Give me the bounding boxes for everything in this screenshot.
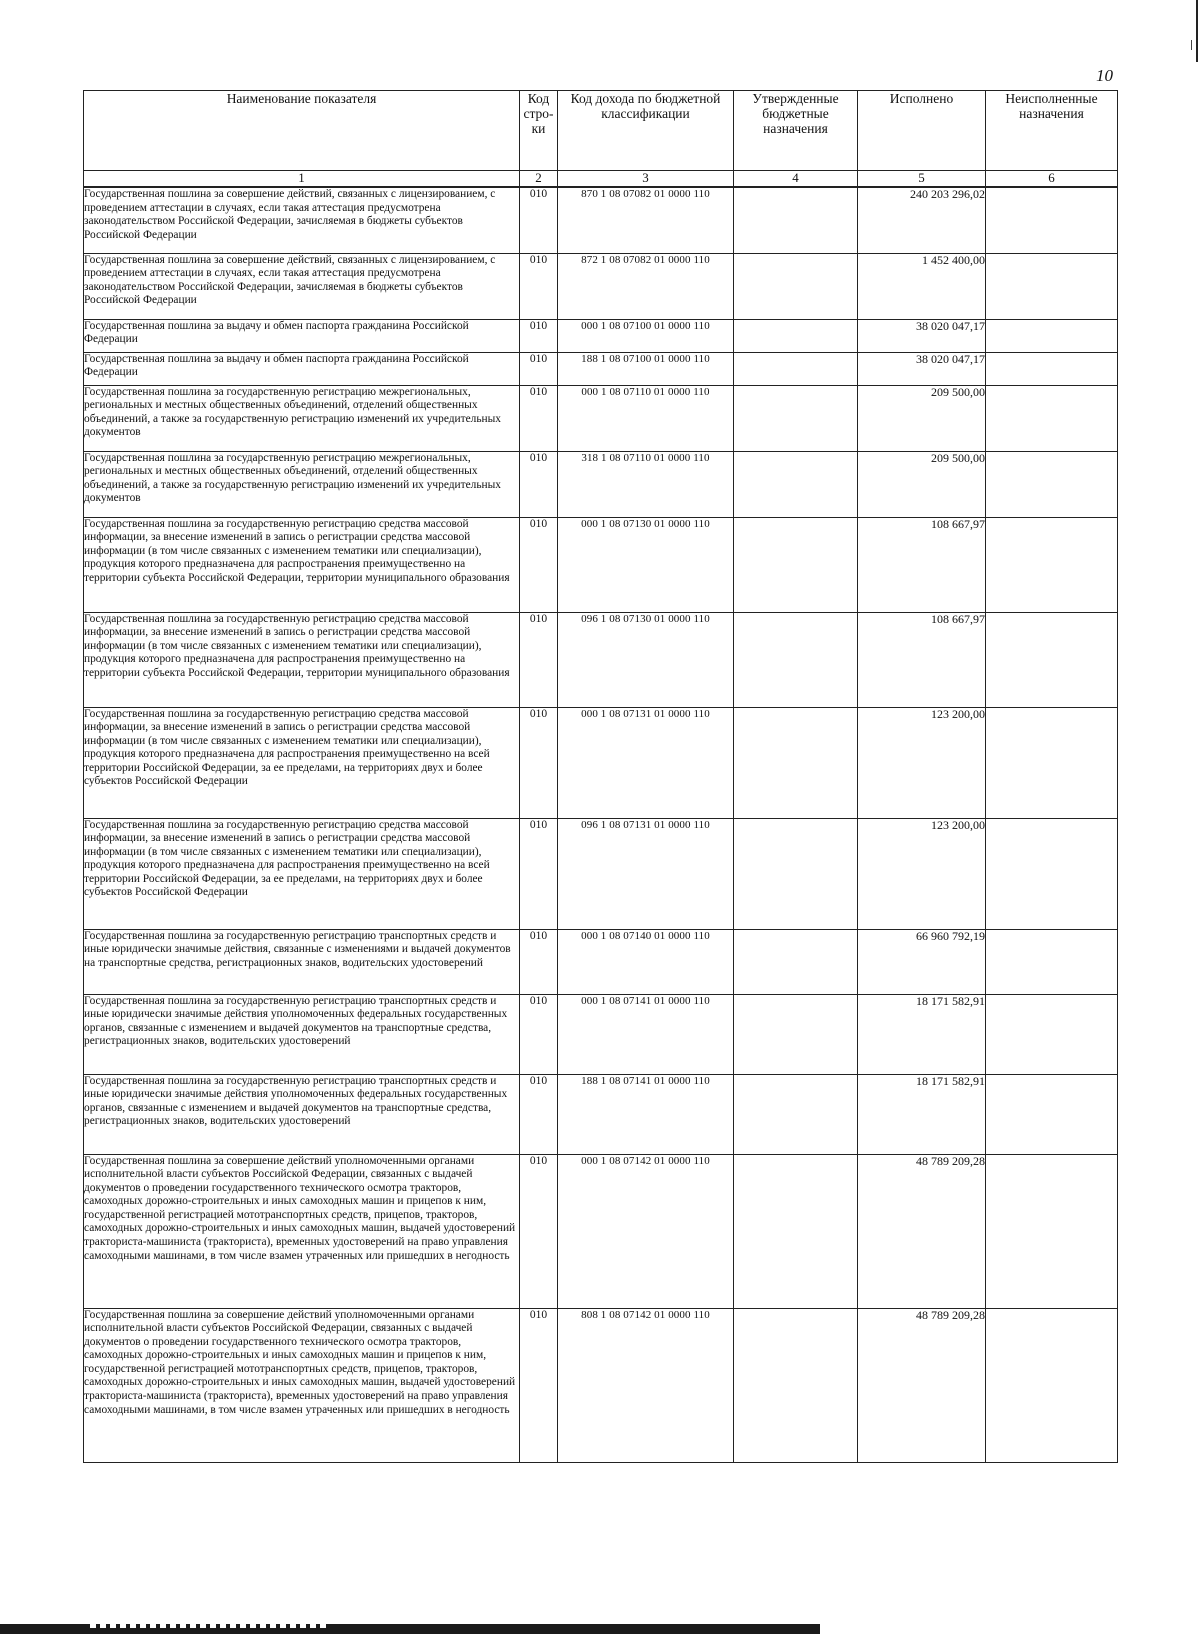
row-line-code: 010 [520, 1074, 558, 1154]
row-line-code: 010 [520, 707, 558, 818]
row-unexecuted [986, 1154, 1118, 1308]
row-executed: 38 020 047,17 [858, 319, 986, 352]
header-income-code: Код дохода по бюджетной классификации [558, 91, 734, 171]
row-line-code: 010 [520, 352, 558, 385]
row-approved [734, 612, 858, 707]
row-executed: 123 200,00 [858, 818, 986, 929]
row-approved [734, 1308, 858, 1462]
row-indicator-name: Государственная пошлина за государственную регистрацию межрегиональных, региональных и местных общественных объединений, отделений общественных объединений, а также за государственную регистрацию изменений их учредительных документов [84, 385, 520, 451]
row-unexecuted [986, 1308, 1118, 1462]
row-line-code: 010 [520, 612, 558, 707]
header-unexecuted: Неисполненные назначения [986, 91, 1118, 171]
row-indicator-name: Государственная пошлина за выдачу и обмен паспорта гражданина Российской Федерации [84, 352, 520, 385]
column-number: 6 [986, 171, 1118, 188]
row-indicator-name: Государственная пошлина за совершение действий уполномоченными органами исполнительной власти субъектов Российской Федерации, связанных с выдачей документов о проведении государственного технического осмотра тракторов, самоходных дорожно-строительных и иных самоходных машин и прицепов к ним, государственной регистрацией мототранспортных средств, прицепов, тракторов, самоходных дорожно-строительных и иных самоходных машин, выдачей удостоверений тракториста-машиниста (тракториста), временных удостоверений на право управления самоходными машинами, в том числе взамен утраченных или пришедших в негодность [84, 1154, 520, 1308]
row-unexecuted [986, 451, 1118, 517]
row-approved [734, 352, 858, 385]
row-executed: 1 452 400,00 [858, 253, 986, 319]
row-line-code: 010 [520, 818, 558, 929]
row-income-code: 000 1 08 07140 01 0000 110 [558, 929, 734, 994]
column-number: 4 [734, 171, 858, 188]
row-approved [734, 187, 858, 253]
table-row [84, 253, 1118, 319]
header-line-code: Код стро-ки [520, 91, 558, 171]
row-approved [734, 451, 858, 517]
row-unexecuted [986, 818, 1118, 929]
row-line-code: 010 [520, 517, 558, 612]
row-income-code: 096 1 08 07130 01 0000 110 [558, 612, 734, 707]
row-executed: 108 667,97 [858, 612, 986, 707]
row-income-code: 318 1 08 07110 01 0000 110 [558, 451, 734, 517]
row-line-code: 010 [520, 385, 558, 451]
header-indicator-name: Наименование показателя [84, 91, 520, 171]
row-executed: 66 960 792,19 [858, 929, 986, 994]
row-approved [734, 1154, 858, 1308]
row-line-code: 010 [520, 451, 558, 517]
row-line-code: 010 [520, 929, 558, 994]
row-income-code: 000 1 08 07131 01 0000 110 [558, 707, 734, 818]
table-row [84, 707, 1118, 818]
row-executed: 123 200,00 [858, 707, 986, 818]
row-approved [734, 385, 858, 451]
row-income-code: 000 1 08 07100 01 0000 110 [558, 319, 734, 352]
row-executed: 18 171 582,91 [858, 1074, 986, 1154]
row-indicator-name: Государственная пошлина за совершение действий уполномоченными органами исполнительной власти субъектов Российской Федерации, связанных с выдачей документов о проведении государственного технического осмотра тракторов, самоходных дорожно-строительных и иных самоходных машин и прицепов к ним, государственной регистрацией мототранспортных средств, прицепов, тракторов, самоходных дорожно-строительных и иных самоходных машин, выдачей удостоверений тракториста-машиниста (тракториста), временных удостоверений на право управления самоходными машинами, в том числе взамен утраченных или пришедших в негодность [84, 1308, 520, 1462]
row-line-code: 010 [520, 994, 558, 1074]
row-line-code: 010 [520, 1154, 558, 1308]
budget-execution-table [83, 90, 1118, 1463]
row-income-code: 096 1 08 07131 01 0000 110 [558, 818, 734, 929]
table-row [84, 1154, 1118, 1308]
row-indicator-name: Государственная пошлина за совершение действий, связанных с лицензированием, с проведением аттестации в случаях, если такая аттестация предусмотрена законодательством Российской Федерации, зачисляемая в бюджеты субъектов Российской Федерации [84, 253, 520, 319]
header-row [84, 91, 1118, 171]
scan-bottom-edge [90, 1624, 330, 1628]
table-row [84, 319, 1118, 352]
row-indicator-name: Государственная пошлина за государственную регистрацию средства массовой информации, за внесение изменений в запись о регистрации средства массовой информации (в том числе связанных с изменением тематики или специализации), продукция которого предназначена для распространения преимущественно на территории субъекта Российской Федерации, территории муниципального образования [84, 517, 520, 612]
row-indicator-name: Государственная пошлина за совершение действий, связанных с лицензированием, с проведением аттестации в случаях, если такая аттестация предусмотрена законодательством Российской Федерации, зачисляемая в бюджеты субъектов Российской Федерации [84, 187, 520, 253]
row-line-code: 010 [520, 253, 558, 319]
row-income-code: 000 1 08 07110 01 0000 110 [558, 385, 734, 451]
table-row [84, 929, 1118, 994]
column-number-row [84, 171, 1118, 188]
header-executed: Исполнено [858, 91, 986, 171]
table-row [84, 451, 1118, 517]
row-unexecuted [986, 612, 1118, 707]
row-approved [734, 707, 858, 818]
row-approved [734, 929, 858, 994]
table-row [84, 612, 1118, 707]
row-indicator-name: Государственная пошлина за государственную регистрацию транспортных средств и иные юридически значимые действия уполномоченных федеральных государственных органов, связанные с изменением и выдачей документов на транспортные средства, регистрационных знаков, водительских удостоверений [84, 1074, 520, 1154]
row-indicator-name: Государственная пошлина за государственную регистрацию средства массовой информации, за внесение изменений в запись о регистрации средства массовой информации (в том числе связанных с изменением тематики или специализации), продукция которого предназначена для распространения преимущественно на всей территории Российской Федерации, за ее пределами, на территориях двух и более субъектов Российской Федерации [84, 818, 520, 929]
row-income-code: 872 1 08 07082 01 0000 110 [558, 253, 734, 319]
row-income-code: 000 1 08 07130 01 0000 110 [558, 517, 734, 612]
row-executed: 240 203 296,02 [858, 187, 986, 253]
row-unexecuted [986, 707, 1118, 818]
row-executed: 48 789 209,28 [858, 1154, 986, 1308]
row-executed: 38 020 047,17 [858, 352, 986, 385]
row-indicator-name: Государственная пошлина за государственную регистрацию межрегиональных, региональных и местных общественных объединений, отделений общественных объединений, а также за государственную регистрацию изменений их учредительных документов [84, 451, 520, 517]
table-row [84, 517, 1118, 612]
row-line-code: 010 [520, 187, 558, 253]
row-unexecuted [986, 517, 1118, 612]
scan-edge-mark [1191, 40, 1192, 50]
scan-edge-mark [1196, 0, 1198, 62]
row-unexecuted [986, 319, 1118, 352]
row-approved [734, 319, 858, 352]
row-approved [734, 253, 858, 319]
row-executed: 108 667,97 [858, 517, 986, 612]
row-income-code: 000 1 08 07142 01 0000 110 [558, 1154, 734, 1308]
row-indicator-name: Государственная пошлина за государственную регистрацию транспортных средств и иные юридически значимые действия, связанные с изменениями и выдачей документов на транспортные средства, регистрационных знаков, водительских удостоверений [84, 929, 520, 994]
row-unexecuted [986, 385, 1118, 451]
column-number: 1 [84, 171, 520, 188]
row-indicator-name: Государственная пошлина за государственную регистрацию транспортных средств и иные юридически значимые действия уполномоченных федеральных государственных органов, связанные с изменением и выдачей документов на транспортные средства, регистрационных знаков, водительских удостоверений [84, 994, 520, 1074]
row-indicator-name: Государственная пошлина за государственную регистрацию средства массовой информации, за внесение изменений в запись о регистрации средства массовой информации (в том числе связанных с изменением тематики или специализации), продукция которого предназначена для распространения преимущественно на всей территории Российской Федерации, за ее пределами, на территориях двух и более субъектов Российской Федерации [84, 707, 520, 818]
table-row [84, 187, 1118, 253]
row-income-code: 000 1 08 07141 01 0000 110 [558, 994, 734, 1074]
row-income-code: 188 1 08 07141 01 0000 110 [558, 1074, 734, 1154]
table-row [84, 994, 1118, 1074]
column-number: 3 [558, 171, 734, 188]
row-indicator-name: Государственная пошлина за выдачу и обмен паспорта гражданина Российской Федерации [84, 319, 520, 352]
table-row [84, 352, 1118, 385]
column-number: 5 [858, 171, 986, 188]
row-executed: 209 500,00 [858, 385, 986, 451]
column-number: 2 [520, 171, 558, 188]
row-unexecuted [986, 253, 1118, 319]
row-unexecuted [986, 929, 1118, 994]
row-line-code: 010 [520, 319, 558, 352]
row-executed: 18 171 582,91 [858, 994, 986, 1074]
header-approved: Утвержденные бюджетные назначения [734, 91, 858, 171]
row-unexecuted [986, 187, 1118, 253]
table-row [84, 818, 1118, 929]
row-unexecuted [986, 994, 1118, 1074]
row-income-code: 188 1 08 07100 01 0000 110 [558, 352, 734, 385]
row-line-code: 010 [520, 1308, 558, 1462]
row-executed: 48 789 209,28 [858, 1308, 986, 1462]
row-approved [734, 818, 858, 929]
row-indicator-name: Государственная пошлина за государственную регистрацию средства массовой информации, за внесение изменений в запись о регистрации средства массовой информации (в том числе связанных с изменением тематики или специализации), продукция которого предназначена для распространения преимущественно на территории субъекта Российской Федерации, территории муниципального образования [84, 612, 520, 707]
row-income-code: 808 1 08 07142 01 0000 110 [558, 1308, 734, 1462]
row-approved [734, 1074, 858, 1154]
row-unexecuted [986, 352, 1118, 385]
row-approved [734, 994, 858, 1074]
table-row [84, 1308, 1118, 1462]
table-row [84, 1074, 1118, 1154]
row-income-code: 870 1 08 07082 01 0000 110 [558, 187, 734, 253]
row-unexecuted [986, 1074, 1118, 1154]
table-row [84, 385, 1118, 451]
page-number: 10 [1096, 66, 1113, 85]
row-executed: 209 500,00 [858, 451, 986, 517]
row-approved [734, 517, 858, 612]
